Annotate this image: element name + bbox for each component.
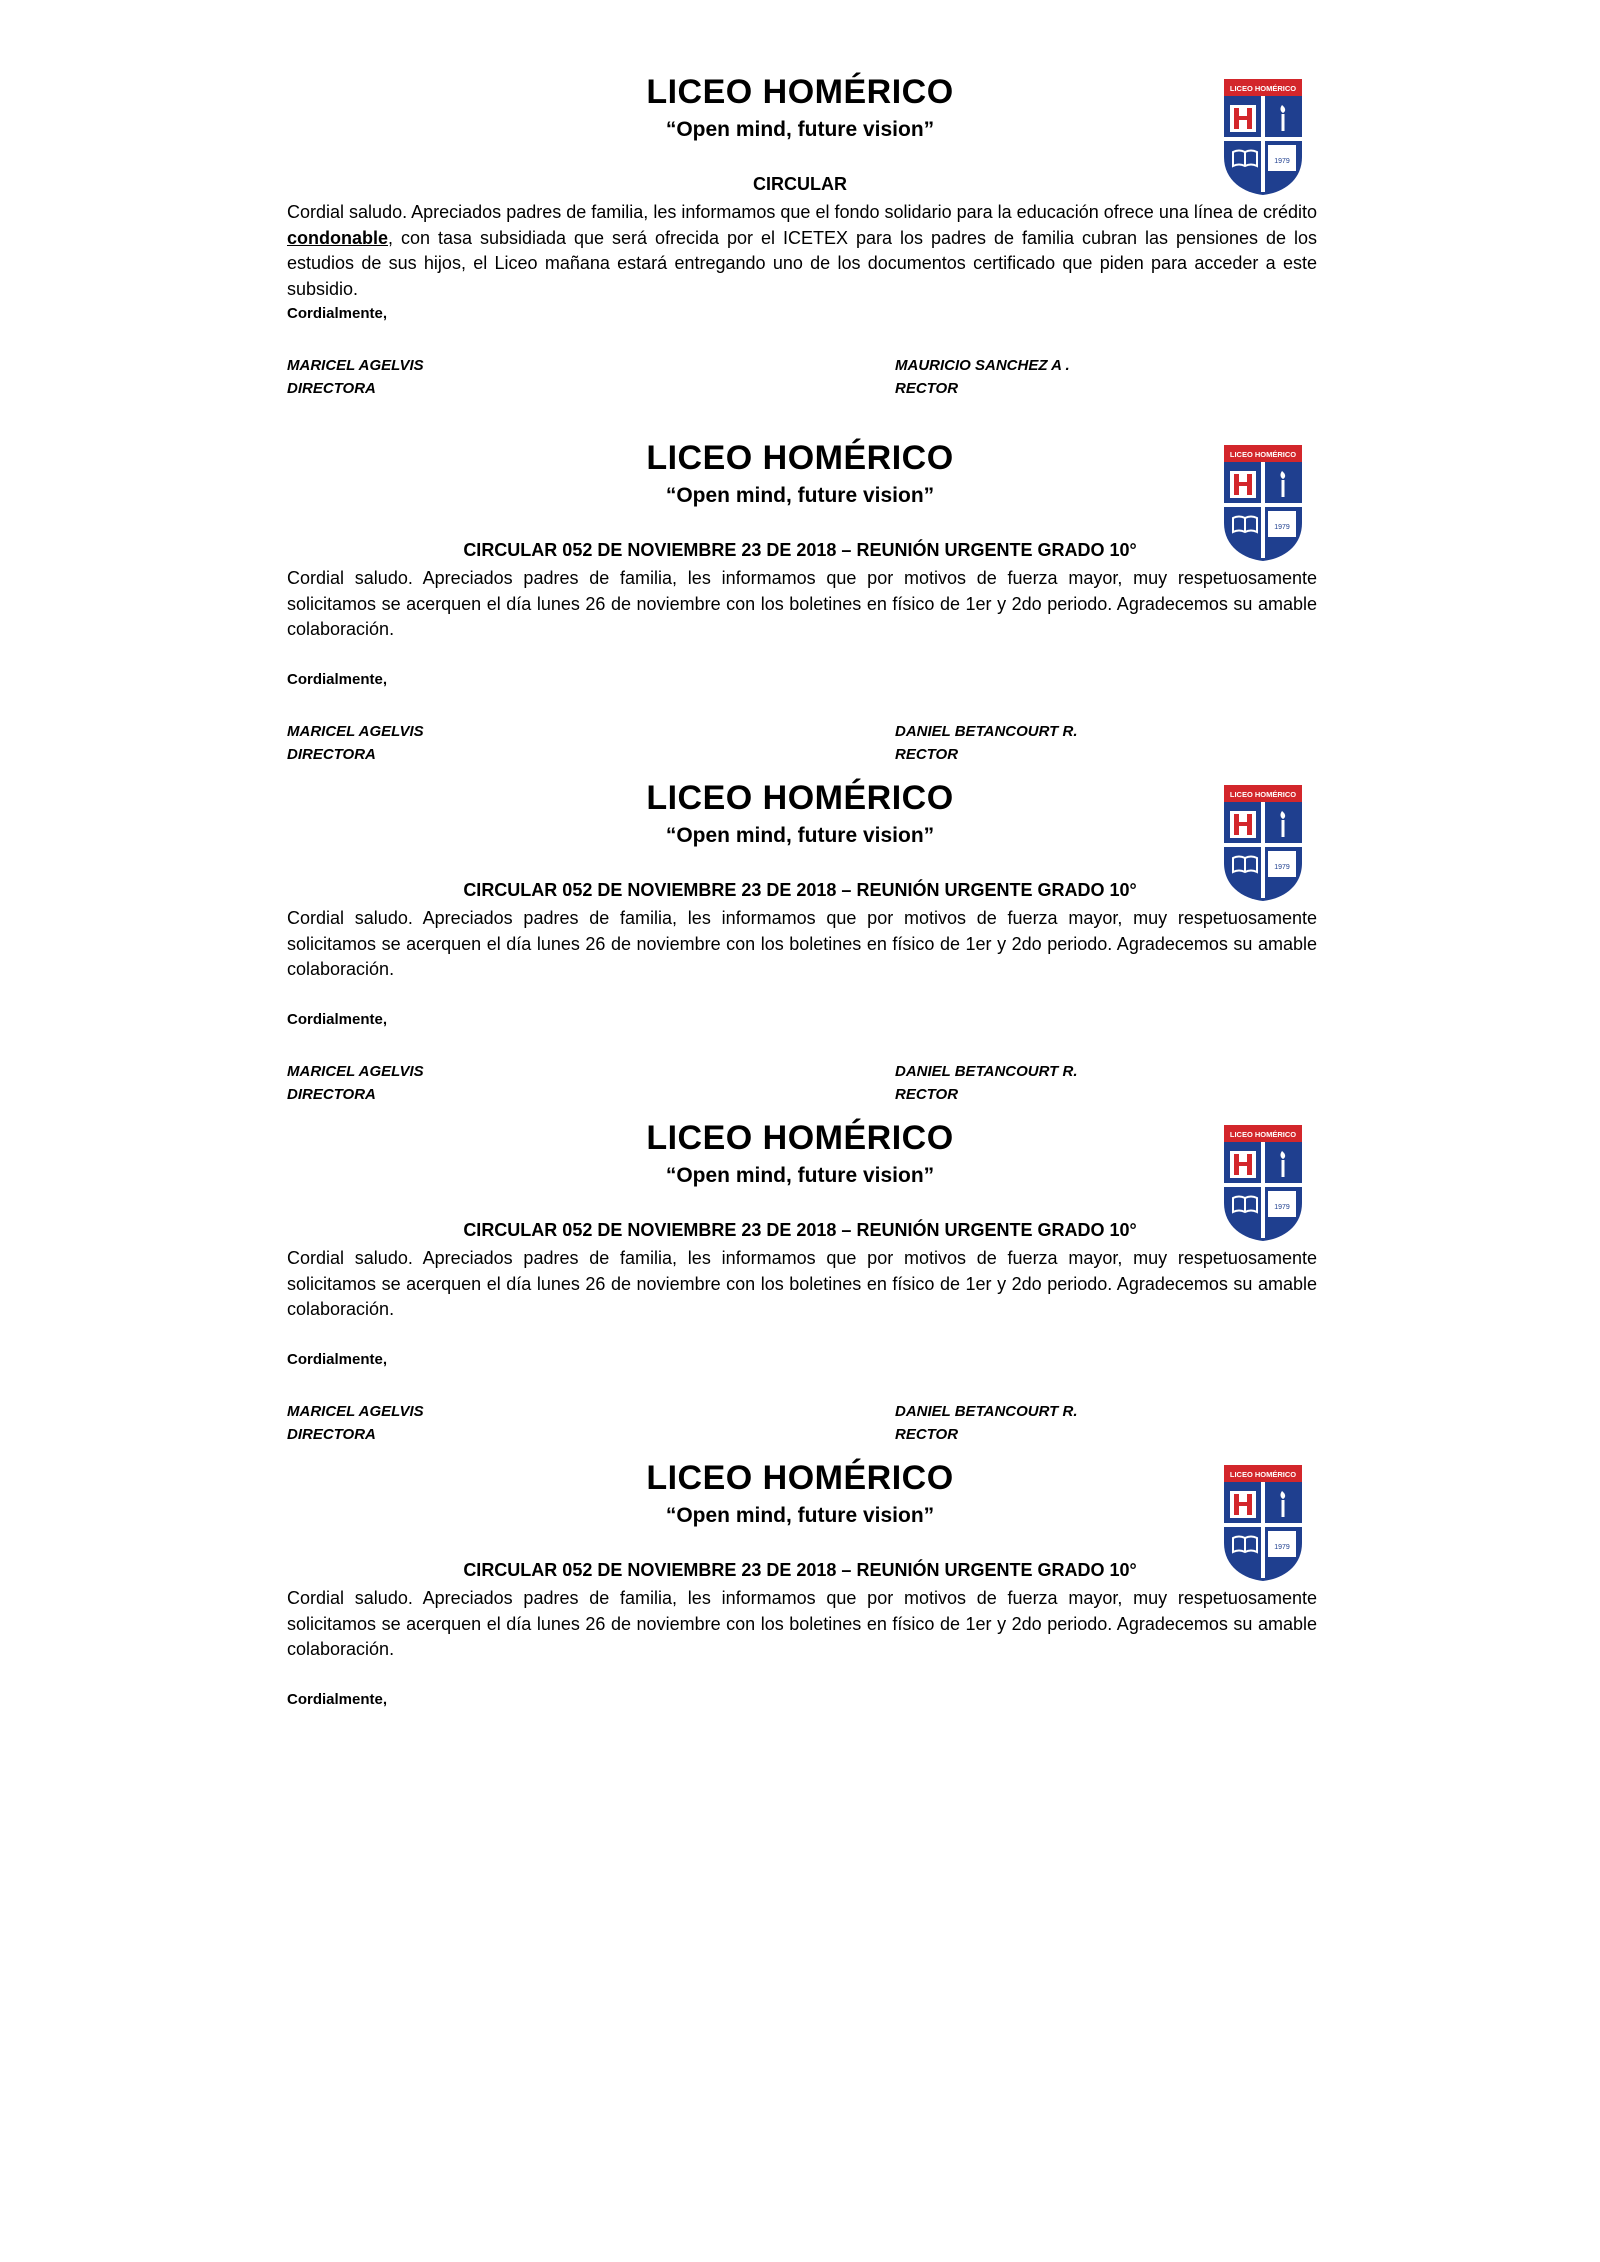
school-motto: “Open mind, future vision” (665, 118, 935, 141)
school-motto: “Open mind, future vision” (665, 824, 935, 847)
signature-left (287, 1400, 424, 1446)
school-name: LICEO HOMÉRICO (646, 1119, 954, 1157)
school-crest-logo (1222, 1463, 1304, 1583)
school-crest-logo (1222, 783, 1304, 903)
circular-body: Cordial saludo. Apreciados padres de familia, les informamos que por motivos de fuerza mayor, muy respetuosamente solicitamos se acerquen el día lunes 26 de noviembre con los boletines en físico de 1er y 2do periodo. Agradecemos su amable colaboración. (287, 568, 1317, 639)
circular-body: Cordial saludo. Apreciados padres de familia, les informamos que por motivos de fuerza mayor, muy respetuosamente solicitamos se acerquen el día lunes 26 de noviembre con los boletines en físico de 1er y 2do periodo. Agradecemos su amable colaboración. (287, 1588, 1317, 1659)
school-motto: “Open mind, future vision” (665, 484, 935, 507)
signatory-role: DIRECTORA (287, 746, 376, 763)
signatory-role: DIRECTORA (287, 380, 376, 397)
signature-left (287, 354, 424, 400)
school-crest-logo (1222, 1123, 1304, 1243)
signatory-role: RECTOR (895, 380, 959, 397)
signature-right (895, 720, 1078, 766)
signature-left (287, 1060, 424, 1106)
closing-greeting: Cordialmente, (287, 1691, 388, 1708)
circular-body: Cordial saludo. Apreciados padres de familia, les informamos que por motivos de fuerza mayor, muy respetuosamente solicitamos se acerquen el día lunes 26 de noviembre con los boletines en físico de 1er y 2do periodo. Agradecemos su amable colaboración. (287, 1248, 1317, 1319)
signature-left (287, 720, 424, 766)
closing-greeting: Cordialmente, (287, 305, 388, 322)
circular-title: CIRCULAR 052 DE NOVIEMBRE 23 DE 2018 – REUNIÓN URGENTE GRADO 10° (463, 1220, 1137, 1240)
signatory-name: DANIEL BETANCOURT R. (895, 1403, 1078, 1420)
signature-right (895, 1400, 1078, 1446)
signatory-role: RECTOR (895, 1426, 959, 1443)
body-text-start: Cordial saludo. Apreciados padres de familia, les informamos que el fondo solidario para la educación ofrece una línea de crédito (287, 202, 1317, 222)
signatory-name: MARICEL AGELVIS (287, 357, 424, 374)
signatory-name: MARICEL AGELVIS (287, 1063, 424, 1080)
school-motto: “Open mind, future vision” (665, 1504, 935, 1527)
signature-right (895, 354, 1070, 400)
school-motto: “Open mind, future vision” (665, 1164, 935, 1187)
circular-title: CIRCULAR (753, 174, 847, 194)
signatory-name: MARICEL AGELVIS (287, 723, 424, 740)
circular-title: CIRCULAR 052 DE NOVIEMBRE 23 DE 2018 – REUNIÓN URGENTE GRADO 10° (463, 1560, 1137, 1580)
signatory-role: RECTOR (895, 1086, 959, 1103)
body-text-end: , con tasa subsidiada que será ofrecida por el ICETEX para los padres de familia cubran las pensiones de los estudios de sus hijos, el Liceo mañana estará entregando uno de los documentos certificado que piden para acceder a este subsidio. (287, 227, 1317, 299)
signatory-name: DANIEL BETANCOURT R. (895, 1063, 1078, 1080)
signatory-role: DIRECTORA (287, 1086, 376, 1103)
circular-body (287, 200, 1317, 302)
school-crest-logo (1222, 443, 1304, 563)
signatory-name: MARICEL AGELVIS (287, 1403, 424, 1420)
signatory-name: MAURICIO SANCHEZ A . (895, 357, 1070, 374)
school-crest-logo (1222, 77, 1304, 197)
closing-greeting: Cordialmente, (287, 1351, 388, 1368)
circular-title: CIRCULAR 052 DE NOVIEMBRE 23 DE 2018 – REUNIÓN URGENTE GRADO 10° (463, 540, 1137, 560)
school-name: LICEO HOMÉRICO (646, 439, 954, 477)
school-name: LICEO HOMÉRICO (646, 73, 954, 111)
signatory-name: DANIEL BETANCOURT R. (895, 723, 1078, 740)
school-name: LICEO HOMÉRICO (646, 779, 954, 817)
closing-greeting: Cordialmente, (287, 1011, 388, 1028)
signatory-role: DIRECTORA (287, 1426, 376, 1443)
body-emphasis: condonable (287, 227, 389, 248)
signatory-role: RECTOR (895, 746, 959, 763)
circular-title: CIRCULAR 052 DE NOVIEMBRE 23 DE 2018 – REUNIÓN URGENTE GRADO 10° (463, 880, 1137, 900)
circular-body: Cordial saludo. Apreciados padres de familia, les informamos que por motivos de fuerza mayor, muy respetuosamente solicitamos se acerquen el día lunes 26 de noviembre con los boletines en físico de 1er y 2do periodo. Agradecemos su amable colaboración. (287, 908, 1317, 979)
closing-greeting: Cordialmente, (287, 671, 388, 688)
school-name: LICEO HOMÉRICO (646, 1459, 954, 1497)
signature-right (895, 1060, 1078, 1106)
